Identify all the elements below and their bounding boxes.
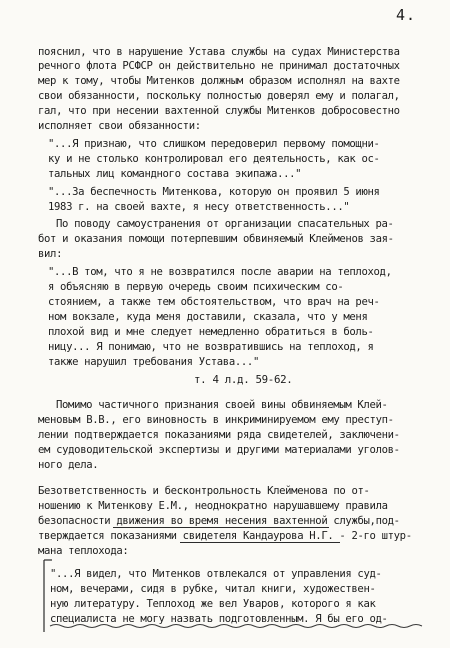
text-line: специалиста не могу назвать подготовленным. Я бы его од- bbox=[50, 613, 388, 625]
text-line: пояснил, что в нарушение Устава службы на судах Министерства bbox=[38, 46, 400, 58]
text-line: меновым В.В., его виновность в инкриминируемом ему преступ- bbox=[38, 414, 394, 426]
text-line: 1983 г. на своей вахте, я несу ответственность..." bbox=[48, 201, 350, 213]
text-line: ном вокзале, куда меня доставили, сказала, что у меня bbox=[48, 311, 368, 323]
text-line: я объясняю в первую очередь своим психическим со- bbox=[48, 281, 344, 293]
text-line: также нарушил требования Устава..." bbox=[48, 356, 259, 368]
text-line: ном, вечерами, сидя в рубке, читал книги, художествен- bbox=[50, 583, 376, 595]
text-line: тальных лиц командного состава экипажа..." bbox=[48, 168, 302, 180]
text-line: ную литературу. Теплоход же вел Уваров, которого я как bbox=[50, 598, 376, 610]
text-line: Безответственность и бесконтрольность Клейменова по от- bbox=[38, 485, 370, 497]
text-line: ного дела. bbox=[38, 459, 99, 471]
volume-reference: т. 4 л.д. 59-62. bbox=[194, 373, 293, 386]
text-line: "...В том, что я не возвратился после аварии на теплоход, bbox=[48, 266, 392, 278]
text-line: речного флота РСФСР он действительно не принимал достаточных bbox=[38, 60, 400, 72]
text-line: исполняет свои обязанности: bbox=[38, 120, 201, 132]
text-line: плохой вид и мне следует немедленно обратиться в боль- bbox=[48, 326, 374, 338]
text-line: свои обязанности, поскольку полностью доверял ему и полагал, bbox=[38, 90, 400, 102]
text-line: "...Я признаю, что слишком передоверил первому помощни- bbox=[48, 138, 380, 150]
page-number: 4. bbox=[396, 6, 417, 24]
text-line: тверждается показаниями свидетеля Кандаурова Н.Г. - 2-го штур- bbox=[38, 530, 412, 542]
text-line: вил: bbox=[38, 248, 63, 260]
text-line: "...За беспечность Митенкова, которую он проявил 5 июня bbox=[48, 186, 380, 198]
text-line: мана теплохода: bbox=[38, 545, 129, 557]
text-line: гал, что при несении вахтенной службы Митенков добросовестно bbox=[38, 105, 400, 117]
text-line: ношению к Митенкову Е.М., неоднократно нарушавшему правила bbox=[38, 500, 388, 512]
text-line: лении подтверждается показаниями ряда свидетелей, заключени- bbox=[38, 429, 400, 441]
text-line: бот и оказания помощи потерпевшим обвиняемый Клейменов зая- bbox=[38, 233, 394, 245]
text-line: ницу... Я понимаю, что не возвратившись на теплоход, я bbox=[48, 341, 374, 353]
text-line: стоянием, а также тем обстоятельством, что врач на реч- bbox=[48, 296, 380, 308]
text-line: ем судоводительской экспертизы и другими материалами уголов- bbox=[38, 444, 400, 456]
text-line: "...Я видел, что Митенков отвлекался от управления суд- bbox=[50, 568, 382, 580]
text-line: ку и не столько контролировал его деятельность, как ос- bbox=[48, 153, 380, 165]
text-line: По поводу самоустранения от организации спасательных ра- bbox=[56, 218, 394, 230]
text-line: безопасности движения во время несения вахтенной службы,под- bbox=[38, 515, 400, 527]
text-line: мер к тому, чтобы Митенков должным образом исполнял на вахте bbox=[38, 75, 400, 87]
text-line: Помимо частичного признания своей вины обвиняемым Клей- bbox=[56, 399, 388, 411]
